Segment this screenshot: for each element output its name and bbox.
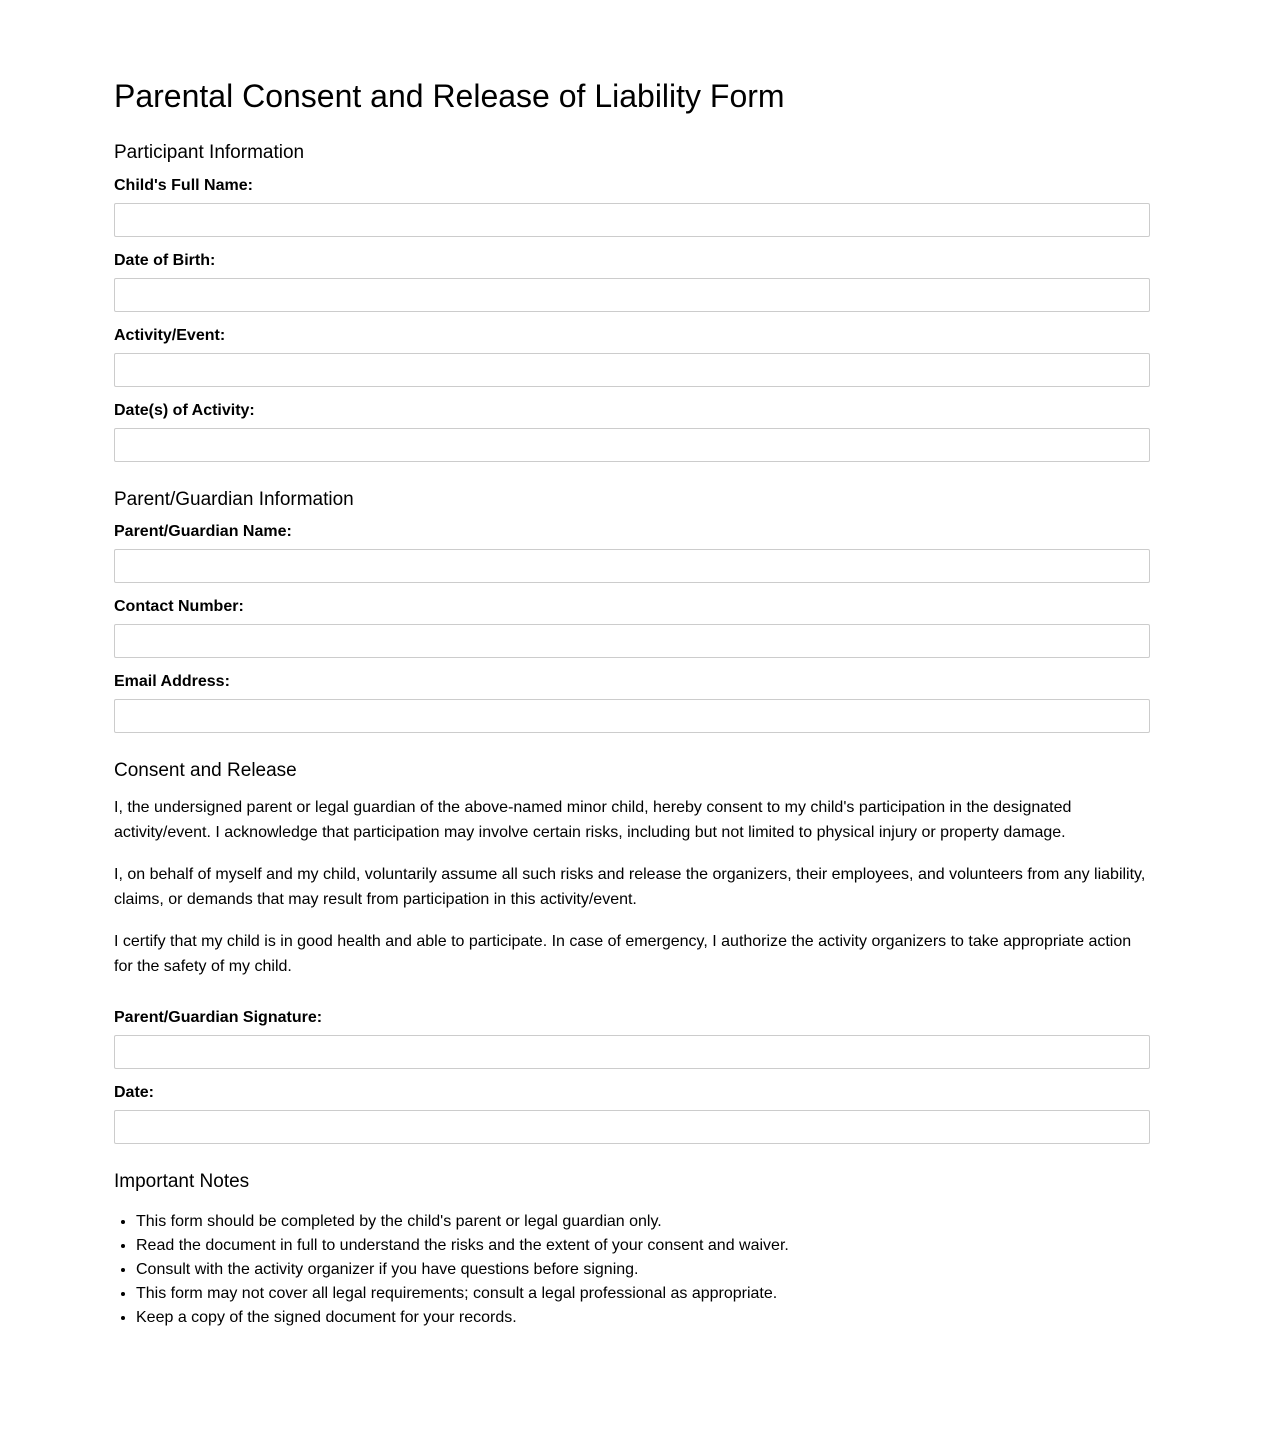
section-heading-parent-guardian-information: Parent/Guardian Information xyxy=(114,488,354,510)
consent-paragraph-1: I, the undersigned parent or legal guardian of the above-named minor child, hereby consent to my child's participation in the designated activity/event. I acknowledge that participation may involve certain risks, including but not limited to physical injury or property damage. xyxy=(114,799,1072,842)
parent-guardian-signature-label: Parent/Guardian Signature: xyxy=(114,1009,323,1027)
field-activity-event xyxy=(114,327,1150,387)
important-note-item: • Consult with the activity organizer if you have questions before signing. xyxy=(136,1258,1150,1282)
childs-full-name-input[interactable] xyxy=(114,203,1150,237)
important-note-item: • This form may not cover all legal requirements; consult a legal professional as appropriate. xyxy=(136,1282,1150,1306)
field-signature-date xyxy=(114,1084,1150,1144)
important-note-item: • Read the document in full to understand the risks and the extent of your consent and waiver. xyxy=(136,1234,1150,1258)
section-heading-consent-and-release: Consent and Release xyxy=(114,760,297,782)
section-heading-important-notes: Important Notes xyxy=(114,1171,250,1193)
parent-guardian-signature-input[interactable] xyxy=(114,1035,1150,1069)
date-of-birth-label: Date of Birth: xyxy=(114,251,216,269)
field-contact-number xyxy=(114,598,1150,658)
activity-dates-label: Date(s) of Activity: xyxy=(114,401,255,419)
activity-event-label: Activity/Event: xyxy=(114,326,226,344)
parent-guardian-name-label: Parent/Guardian Name: xyxy=(114,523,292,541)
page-title: Parental Consent and Release of Liability Form xyxy=(114,78,785,114)
activity-event-input[interactable] xyxy=(114,353,1150,387)
field-activity-dates xyxy=(114,402,1150,462)
parent-guardian-name-input[interactable] xyxy=(114,549,1150,583)
date-of-birth-input[interactable] xyxy=(114,278,1150,312)
important-note-item: • Keep a copy of the signed document for your records. xyxy=(136,1306,1150,1330)
field-parent-guardian-name xyxy=(114,523,1150,583)
field-childs-full-name xyxy=(114,177,1150,237)
childs-full-name-label: Child's Full Name: xyxy=(114,176,253,194)
signature-date-label: Date: xyxy=(114,1084,155,1102)
field-parent-guardian-signature xyxy=(114,1009,1150,1069)
activity-dates-input[interactable] xyxy=(114,428,1150,462)
field-date-of-birth xyxy=(114,252,1150,312)
contact-number-label: Contact Number: xyxy=(114,598,244,616)
consent-paragraph-3: I certify that my child is in good health and able to participate. In case of emergency, I authorize the activity organizers to take appropriate action for the safety of my child. xyxy=(114,933,1132,976)
signature-date-input[interactable] xyxy=(114,1110,1150,1144)
important-notes-list xyxy=(114,1210,1150,1330)
email-address-label: Email Address: xyxy=(114,673,230,691)
consent-paragraph-2: I, on behalf of myself and my child, voluntarily assume all such risks and release the organizers, their employees, and volunteers from any liability, claims, or demands that may result from participation in this activity/event. xyxy=(114,866,1146,909)
contact-number-input[interactable] xyxy=(114,624,1150,658)
section-heading-participant-information: Participant Information xyxy=(114,141,305,163)
important-note-item: • This form should be completed by the child's parent or legal guardian only. xyxy=(136,1210,1150,1234)
field-email-address xyxy=(114,673,1150,733)
email-address-input[interactable] xyxy=(114,699,1150,733)
